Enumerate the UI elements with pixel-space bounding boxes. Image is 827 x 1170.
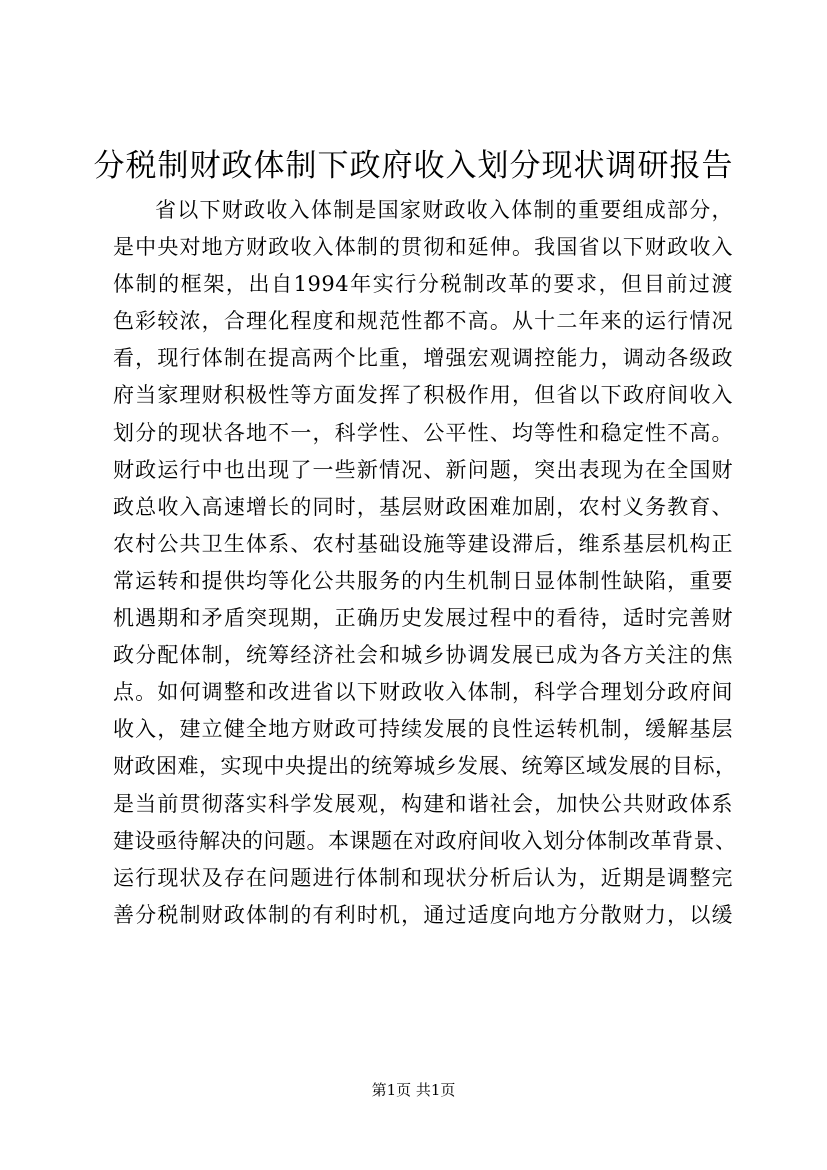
document-title: 分税制财政体制下政府收入划分现状调研报告 xyxy=(93,148,734,184)
text-line: 收入，建立健全地方财政可持续发展的良性运转机制，缓解基层 xyxy=(113,717,733,742)
text-line: 财政运行中也出现了一些新情况、新问题，突出表现为在全国财 xyxy=(113,457,733,482)
text-line: 农村公共卫生体系、农村基础设施等建设滞后，维系基层机构正 xyxy=(113,531,733,556)
text-line: 政分配体制，统筹经济社会和城乡协调发展已成为各方关注的焦 xyxy=(113,643,733,668)
text-line: 财政困难，实现中央提出的统筹城乡发展、统筹区域发展的目标， xyxy=(113,754,737,779)
text-line: 运行现状及存在问题进行体制和现状分析后认为，近期是调整完 xyxy=(113,865,733,890)
text-line: 机遇期和矛盾突现期，正确历史发展过程中的看待，适时完善财 xyxy=(113,606,733,631)
body-text xyxy=(113,192,737,934)
text-line: 府当家理财积极性等方面发挥了积极作用，但省以下政府间收入 xyxy=(113,383,733,408)
text-line: 是中央对地方财政收入体制的贯彻和延伸。我国省以下财政收入 xyxy=(113,235,733,260)
text-line: 省以下财政收入体制是国家财政收入体制的重要组成部分， xyxy=(155,198,733,222)
text-line: 划分的现状各地不一，科学性、公平性、均等性和稳定性不高。 xyxy=(113,420,733,445)
text-line: 色彩较浓，合理化程度和规范性都不高。从十二年来的运行情况 xyxy=(113,309,733,334)
page-number-footer: 第1页 共1页 xyxy=(371,1081,456,1099)
text-line: 点。如何调整和改进省以下财政收入体制，科学合理划分政府间 xyxy=(113,680,733,705)
text-line: 政总收入高速增长的同时，基层财政困难加剧，农村义务教育、 xyxy=(113,494,733,519)
text-line: 体制的框架，出自1994年实行分税制改革的要求，但目前过渡 xyxy=(113,272,733,297)
text-line: 看，现行体制在提高两个比重，增强宏观调控能力，调动各级政 xyxy=(113,346,733,371)
text-line: 建设亟待解决的问题。本课题在对政府间收入划分体制改革背景、 xyxy=(113,828,737,853)
text-line: 善分税制财政体制的有利时机，通过适度向地方分散财力，以缓 xyxy=(113,902,733,927)
text-line: 常运转和提供均等化公共服务的内生机制日显体制性缺陷，重要 xyxy=(113,568,733,593)
text-line: 是当前贯彻落实科学发展观，构建和谐社会，加快公共财政体系 xyxy=(113,791,733,816)
